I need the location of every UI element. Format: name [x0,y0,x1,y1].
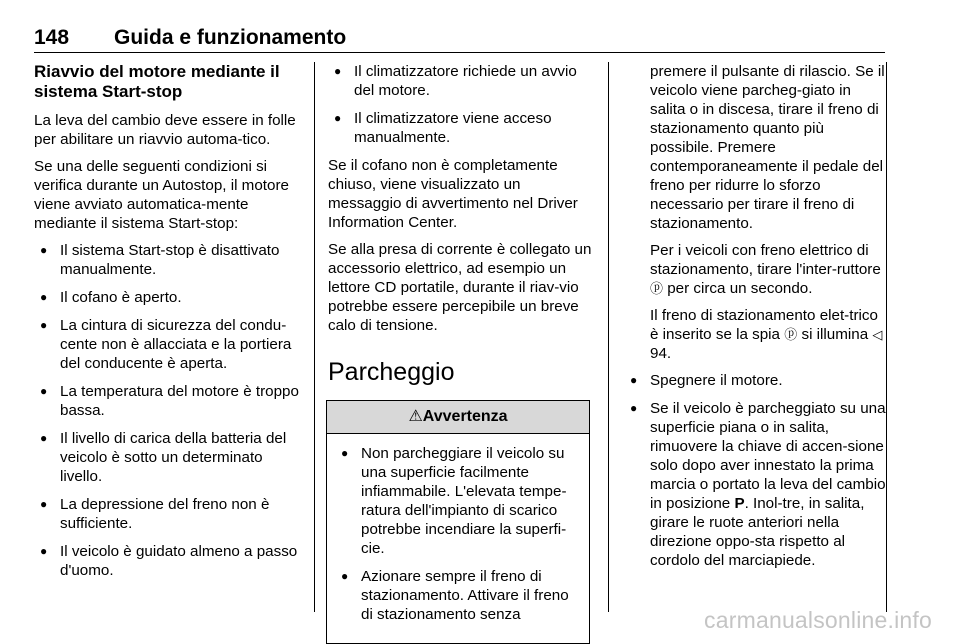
page-reference-icon: ◁ [872,327,883,342]
column-divider [314,62,315,612]
page-header [34,22,930,52]
warning-body [326,434,590,643]
header-rule [34,52,885,53]
section-heading-restart: Riavvio del motore mediante il sistema Start-stop [34,62,280,101]
list-item: ● La cintura di sicurezza del condu-cente non è allacciata e la portiera del conducente è aperta. [34,316,300,373]
paragraph: premere il pulsante di rilascio. Se il veicolo viene parcheg-giato in salita o in discesa, tirare il freno di stazionamento quanto più possibile. Premere contemporaneamente il pedale del freno per ridurre lo sforzo necessario per tirare il freno di stazionamento. [650,63,885,232]
condition-list [34,241,300,580]
page-number: 148 [34,26,70,49]
paragraph: Per i veicoli con freno elettrico di stazionamento, tirare l'inter-ruttore ⓟ per circa un secondo. [650,242,881,297]
column-1 [34,62,300,589]
watermark: carmanualsonline.info [704,607,932,633]
list-item: ● Il veicolo è guidato almeno a passo d'uomo. [34,542,300,580]
running-title: Guida e funzionamento [114,26,347,49]
warning-box [326,400,590,644]
list-item: ● Il livello di carica della batteria del veicolo è sotto un determinato livello. [34,429,300,486]
parking-brake-icon: ⓟ [784,327,798,342]
paragraph: La leva del cambio deve essere in folle per abilitare un riavvio automa-tico. [34,112,296,148]
list-item: ● Il cofano è aperto. [34,288,300,307]
list-item: ● Il climatizzatore viene acceso manualmente. [328,109,592,147]
paragraph: Se il cofano non è completamente chiuso, viene visualizzato un messaggio di avvertimento nel Driver Information Center. [328,157,578,231]
paragraph: Se alla presa di corrente è collegato un accessorio elettrico, ad esempio un lettore CD portatile, durante il riav-vio potrebbe essere percepibile un breve calo di tensione. [328,241,592,334]
column-2 [328,62,592,644]
list-item: ● La temperatura del motore è troppo bassa. [34,382,300,420]
column-divider [608,62,609,612]
warning-triangle-icon: ⚠ [408,408,423,425]
list-item: ● Se il veicolo è parcheggiato su una superficie piana o in salita, rimuovere la chiave di accen-sione solo dopo aver innestato la prima marcia o portato la leva del cambio in posizione P. Inol-tre, in salita, girare le ruote anteriori nella direzione oppo-sta rispetto al cordolo del marciapiede. [624,399,886,570]
list-item: ● La depressione del freno non è sufficiente. [34,495,300,533]
warning-title [327,401,589,434]
condition-list-continued [328,62,592,147]
paragraph: Il freno di stazionamento elet-trico è inserito se la spia ⓟ si illumina ◁ 94. [650,307,883,362]
list-item: ● Il sistema Start-stop è disattivato manualmente. [34,241,300,279]
column-divider [886,62,887,612]
parking-list [624,371,886,570]
section-heading-parking: Parcheggio [328,358,455,386]
warning-label: Avvertenza [422,408,508,425]
list-item: ● Il climatizzatore richiede un avvio del motore. [328,62,592,100]
gear-position-p: P [734,495,745,512]
list-item: ● Spegnere il motore. [624,371,886,390]
parking-brake-icon: ⓟ [650,281,664,296]
warning-list [335,444,581,624]
paragraph: Se una delle seguenti condizioni si verifica durante un Autostop, il motore viene avviato automatica-mente mediante il sistema Start-stop: [34,158,289,232]
list-item: ● Non parcheggiare il veicolo su una superficie facilmente infiammabile. L'elevata tempe-ratura dell'impianto di scarico potrebbe incendiare la superfi-cie. [335,444,581,558]
column-3 [624,62,886,579]
list-item: ● Azionare sempre il freno di stazionamento. Attivare il freno di stazionamento senza [335,567,581,624]
